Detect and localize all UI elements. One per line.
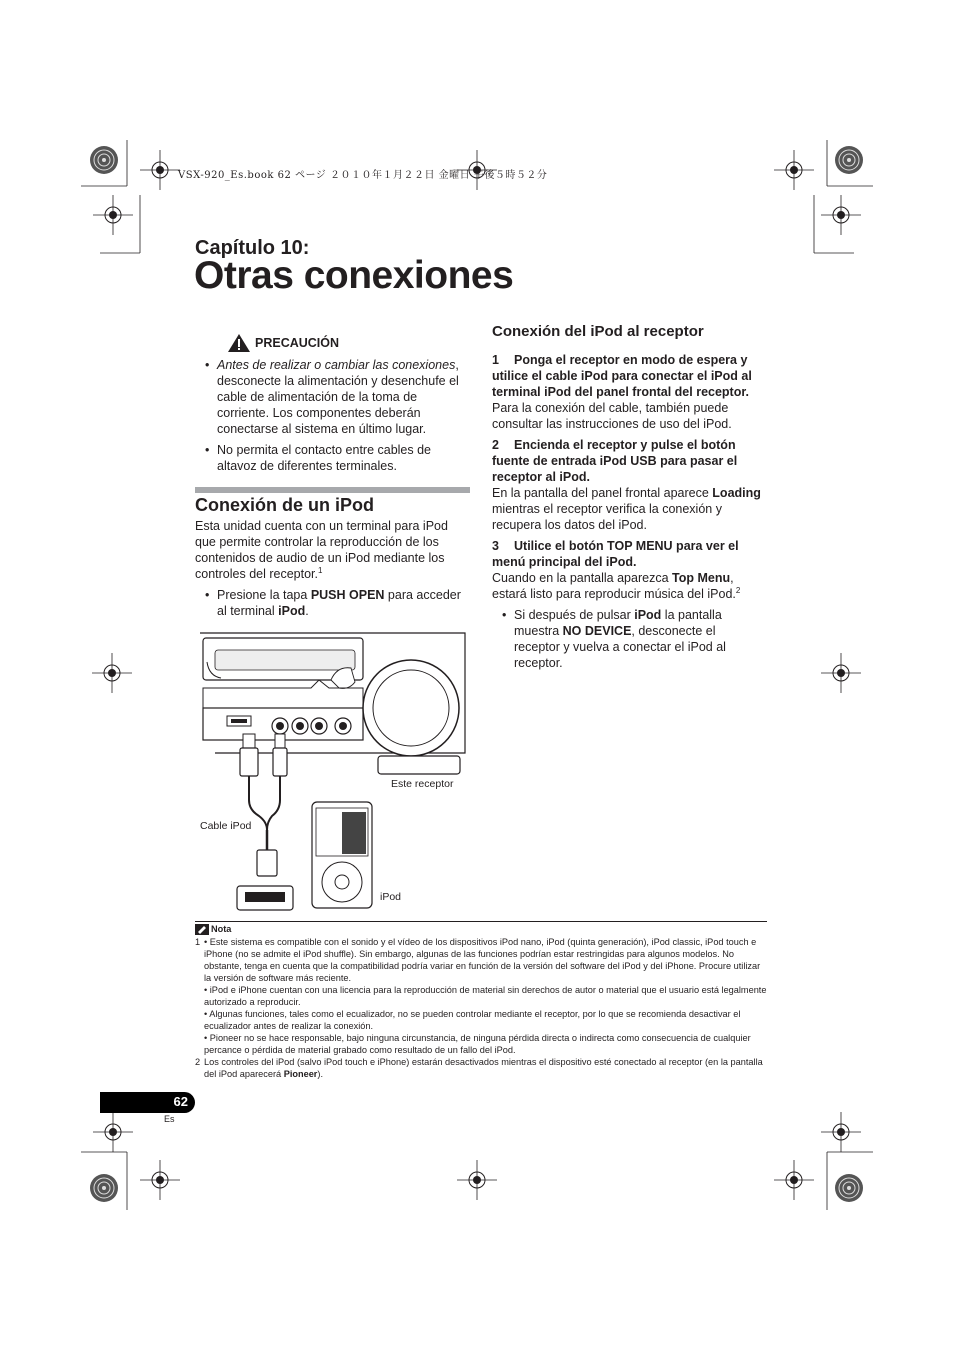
step-1: 1 Ponga el receptor en modo de espera y utilice el cable iPod para conectar el iPod al terminal iPod del panel frontal del receptor. Para la conexión del cable, también puede consultar las instrucciones de uso del iPod. xyxy=(492,353,752,431)
footnote-ref: 1 xyxy=(318,565,323,575)
ipod-illustration xyxy=(312,802,372,908)
section-divider xyxy=(195,487,470,493)
cable-label: Cable iPod xyxy=(200,820,252,832)
warning-icon xyxy=(227,333,251,353)
ipod-section xyxy=(195,495,470,619)
ipod-label: iPod xyxy=(380,891,402,903)
step-2: 2 Encienda el receptor y pulse el botón fuente de entrada iPod USB para pasar el receptor al iPod. En la pantalla del panel frontal aparece Loading mientras el receptor verifica la conexión y recupera los datos del iPod. xyxy=(492,438,761,532)
receiver-label: Este receptor xyxy=(391,778,454,790)
print-header: VSX-920_Es.book 62 ページ ２０１０年１月２２日 金曜日 午後５時５２分 xyxy=(178,170,548,181)
notes-title: Nota xyxy=(211,924,232,934)
receptor-section xyxy=(492,323,764,671)
chapter-label: Capítulo 10: xyxy=(195,237,310,259)
caution-title: PRECAUCIÓN xyxy=(255,336,340,350)
caution-item: • No permita el contacto entre cables de altavoz de diferentes terminales. xyxy=(195,442,470,474)
chapter-title: Otras conexiones xyxy=(194,254,514,297)
caution-item: • Antes de realizar o cambiar las conexiones, desconecte la alimentación y desenchufe el cable de alimentación de la toma de corriente. Los componentes deberán conectarse al sistema en último lugar. xyxy=(195,357,470,437)
section-heading: Conexión de un iPod xyxy=(195,495,374,515)
page-language: Es xyxy=(164,1114,175,1124)
caution-block xyxy=(195,333,470,474)
section-intro: Esta unidad cuenta con un terminal para iPod que permite controlar la reproducción de los contenidos de audio de un iPod mediante los controles del receptor.$^1$ xyxy=(195,519,448,581)
instruction-bullet: • Si después de pulsar iPod la pantalla muestra NO DEVICE, desconecte el receptor y vuelva a conectar el iPod al receptor. xyxy=(492,607,764,671)
step-3: 3 Utilice el botón TOP MENU para ver el menú principal del iPod. Cuando en la pantalla aparezca Top Menu, estará listo para reproducir música del iPod.$^2$ xyxy=(492,539,741,601)
notes-divider xyxy=(195,921,767,922)
note-icon xyxy=(195,924,209,935)
notes-block xyxy=(195,923,767,1080)
footnote-ref: 2 xyxy=(735,585,741,595)
instruction-bullet: • Presione la tapa PUSH OPEN para acceder al terminal iPod. xyxy=(195,587,470,619)
section-heading: Conexión del iPod al receptor xyxy=(492,323,704,340)
connection-diagram xyxy=(195,630,475,915)
page-number: 62 xyxy=(173,1094,188,1109)
footnote-1: 1 • Este sistema es compatible con el sonido y el vídeo de los dispositivos iPod nano, iPod (quinta generación), iPod classic, iPod touch e iPhone (no se admite el iPod shuffle). Sin embargo, algunas de las funciones podrían estar restringidas para algunos modelos. No obstante, tenga en cuenta que la compatibilidad podría variar en función de la versión del software del iPod y del iPhone. Procure utilizar la versión de software más reciente. • iPod e iPhone cuentan con una licencia para la reproducción de material sin derechos de autor o material que el usuario está legalmente autorizado a reproducir. • Algunas funciones, tales como el ecualizador, no se pueden controlar mediante el receptor, por lo que se recomienda desactivar el ecualizador antes de realizar la conexión. • Pioneer no se hace responsable, bajo ninguna circunstancia, de ninguna pérdida directa o indirecta como consecuencia de cualquier percance o pérdida de material grabado como resultado de un fallo del iPod. xyxy=(195,937,767,1055)
footnote-2: 2 Los controles del iPod (salvo iPod touch e iPhone) estarán desactivados mientras el dispositivo esté conectado al receptor (en la pantalla del iPod aparecerá Pioneer). xyxy=(195,1057,763,1079)
